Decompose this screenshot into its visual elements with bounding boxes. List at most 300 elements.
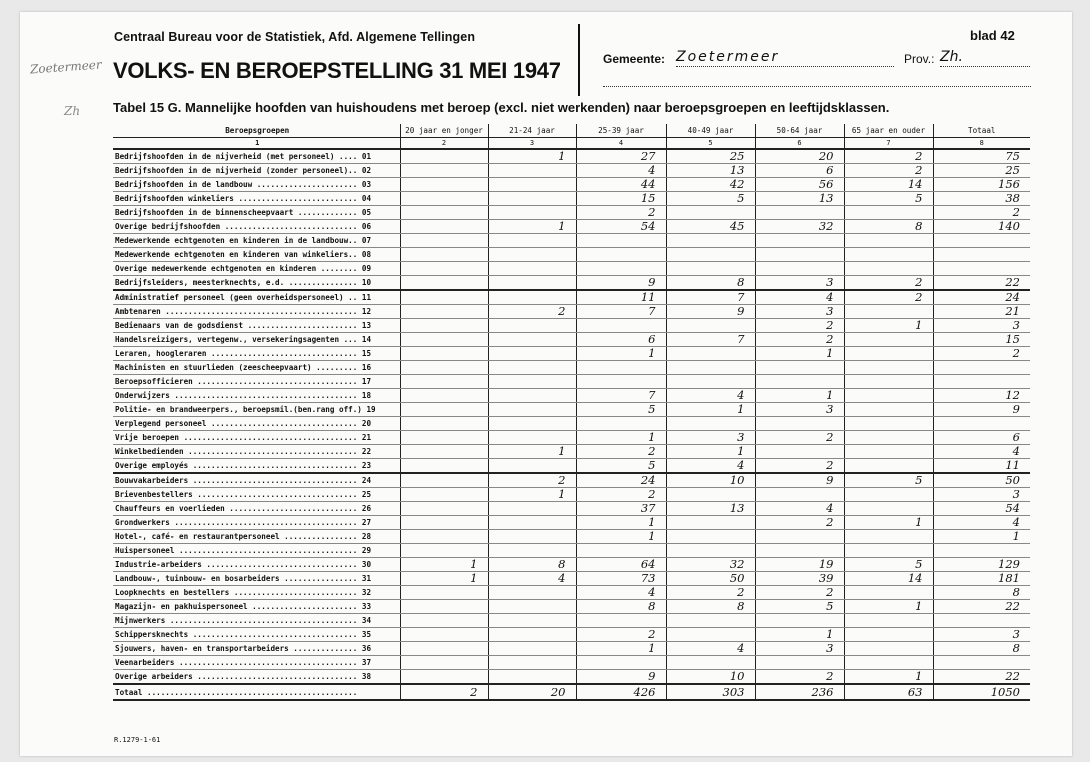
cell-value [666,516,755,530]
cell-value [666,361,755,375]
cell-value [844,333,933,347]
cell-value [576,375,666,389]
cell-value: 54 [933,502,1030,516]
cell-value: 2 [844,149,933,164]
table-row [113,290,1030,305]
cell-value: 1 [488,149,576,164]
total-value: 63 [844,684,933,700]
cell-value: 6 [933,431,1030,445]
cell-value [844,642,933,656]
cell-value [400,220,488,234]
sheet-number: blad 42 [970,28,1015,43]
cell-value: 75 [933,149,1030,164]
cell-value [755,614,844,628]
table-row [113,333,1030,347]
form-code: R.1279-1-61 [114,736,161,744]
cell-value [933,361,1030,375]
cell-value: 54 [576,220,666,234]
cell-value [755,375,844,389]
province-label: Prov.: [904,52,935,66]
data-table [113,124,1030,701]
table-row [113,417,1030,431]
cell-value [488,178,576,192]
cell-value [400,192,488,206]
column-header: 20 jaar en jonger [400,124,488,138]
table-row [113,262,1030,276]
column-header: 21-24 jaar [488,124,576,138]
table-row [113,149,1030,164]
row-label: Overige arbeiders ................................... 38 [113,670,400,685]
cell-value [488,530,576,544]
cell-value: 1 [488,445,576,459]
table-row [113,656,1030,670]
row-label: Mijnwerkers ......................................... 34 [113,614,400,628]
column-header-row [113,124,1030,138]
cell-value: 8 [666,600,755,614]
cell-value: 8 [933,642,1030,656]
cell-value [576,417,666,431]
cell-value: 25 [666,149,755,164]
cell-value: 4 [666,642,755,656]
cell-value: 22 [933,600,1030,614]
cell-value [576,361,666,375]
cell-value [844,305,933,319]
row-label: Industrie-arbeiders ................................. 30 [113,558,400,572]
table-row [113,431,1030,445]
margin-note-municipality: Zoetermeer [29,57,103,77]
cell-value: 42 [666,178,755,192]
row-label: Ambtenaren .......................................... 12 [113,305,400,319]
cell-value [488,431,576,445]
cell-value [666,206,755,220]
cell-value [488,600,576,614]
cell-value: 32 [755,220,844,234]
cell-value: 37 [576,502,666,516]
cell-value: 5 [844,192,933,206]
cell-value: 1 [576,642,666,656]
cell-value: 2 [576,488,666,502]
cell-value [576,656,666,670]
cell-value: 21 [933,305,1030,319]
cell-value [666,262,755,276]
column-number: 8 [933,138,1030,150]
cell-value: 156 [933,178,1030,192]
cell-value [400,361,488,375]
table-row [113,248,1030,262]
cell-value: 3 [666,431,755,445]
cell-value: 2 [576,628,666,642]
cell-value [576,248,666,262]
cell-value [400,586,488,600]
cell-value [755,544,844,558]
row-label: Loopknechts en bestellers ........................... 32 [113,586,400,600]
cell-value: 5 [666,192,755,206]
row-label: Bedrijfshoofden in de landbouw ...................... 03 [113,178,400,192]
cell-value: 3 [755,642,844,656]
cell-value: 7 [576,305,666,319]
table-row [113,642,1030,656]
cell-value [400,642,488,656]
cell-value: 4 [933,445,1030,459]
cell-value [666,530,755,544]
census-title: VOLKS- EN BEROEPSTELLING 31 MEI 1947 [113,58,561,83]
cell-value [400,445,488,459]
cell-value: 44 [576,178,666,192]
row-label: Magazijn- en pakhuispersoneel ....................... 33 [113,600,400,614]
cell-value [488,333,576,347]
cell-value: 24 [576,473,666,488]
cell-value: 9 [666,305,755,319]
cell-value: 1 [666,403,755,417]
cell-value: 11 [933,459,1030,474]
column-number: 5 [666,138,755,150]
row-label: Politie- en brandweerpers., beroepsmil.(ben.rang off.) 19 [113,403,400,417]
table-row [113,614,1030,628]
cell-value: 1 [844,516,933,530]
table-row [113,670,1030,685]
column-header: 40-49 jaar [666,124,755,138]
cell-value: 129 [933,558,1030,572]
cell-value: 4 [755,290,844,305]
cell-value: 10 [666,670,755,685]
cell-value [488,502,576,516]
cell-value: 50 [666,572,755,586]
cell-value [933,248,1030,262]
cell-value [488,248,576,262]
cell-value: 14 [844,178,933,192]
cell-value: 2 [844,276,933,291]
cell-value [400,319,488,333]
cell-value: 2 [755,670,844,685]
cell-value: 8 [844,220,933,234]
cell-value: 15 [576,192,666,206]
cell-value [488,614,576,628]
cell-value: 3 [755,276,844,291]
table-title: Tabel 15 G. Mannelijke hoofden van huishoudens met beroep (excl. niet werkenden) naar beroepsgroepen en leeftijdsklassen. [113,100,890,115]
cell-value [844,389,933,403]
row-label: Overige medewerkende echtgenoten en kinderen ........ 09 [113,262,400,276]
cell-value [488,628,576,642]
cell-value: 1 [488,488,576,502]
gemeente-label: Gemeente: [603,52,666,66]
cell-value [844,586,933,600]
cell-value: 4 [666,459,755,474]
table-row [113,572,1030,586]
cell-value: 3 [755,305,844,319]
row-label: Huispersoneel ....................................... 29 [113,544,400,558]
table-row [113,319,1030,333]
table-row [113,530,1030,544]
cell-value [400,149,488,164]
cell-value: 1 [576,530,666,544]
row-label: Administratief personeel (geen overheidspersoneel) .. 11 [113,290,400,305]
table-row [113,488,1030,502]
cell-value: 8 [666,276,755,291]
cell-value: 1 [576,347,666,361]
cell-value [488,192,576,206]
row-label: Veenarbeiders ....................................... 37 [113,656,400,670]
cell-value: 13 [666,164,755,178]
cell-value: 2 [755,459,844,474]
row-label: Chauffeurs en voerlieden ............................ 26 [113,502,400,516]
cell-value [844,445,933,459]
row-label: Bouwvakarbeiders .................................... 24 [113,473,400,488]
cell-value: 2 [576,206,666,220]
cell-value [400,502,488,516]
cell-value: 1 [844,670,933,685]
table-row [113,459,1030,474]
cell-value [755,234,844,248]
cell-value [844,248,933,262]
cell-value: 9 [755,473,844,488]
cell-value [488,262,576,276]
cell-value [400,516,488,530]
cell-value: 1 [844,319,933,333]
cell-value: 56 [755,178,844,192]
row-label: Bedrijfsleiders, meesterknechts, e.d. ............... 10 [113,276,400,291]
row-label: Sjouwers, haven- en transportarbeiders .............. 36 [113,642,400,656]
table-row [113,628,1030,642]
row-label: Medewerkende echtgenoten en kinderen in de landbouw.. 07 [113,234,400,248]
cell-value [400,262,488,276]
table-row [113,164,1030,178]
row-label: Leraren, hoogleraren ................................ 15 [113,347,400,361]
cell-value: 5 [844,558,933,572]
cell-value [844,502,933,516]
cell-value [488,642,576,656]
cell-value [844,544,933,558]
table-row [113,502,1030,516]
cell-value: 45 [666,220,755,234]
cell-value [755,262,844,276]
row-label: Landbouw-, tuinbouw- en bosarbeiders ................ 31 [113,572,400,586]
cell-value [844,614,933,628]
cell-value [400,530,488,544]
cell-value [666,347,755,361]
cell-value [844,347,933,361]
cell-value: 9 [576,276,666,291]
cell-value: 1 [755,628,844,642]
total-label: Totaal .............................................. [113,684,400,700]
cell-value: 10 [666,473,755,488]
cell-value: 3 [933,488,1030,502]
cell-value [933,262,1030,276]
cell-value [400,473,488,488]
row-label: Schippersknechts .................................... 35 [113,628,400,642]
cell-value: 1 [400,558,488,572]
cell-value [666,234,755,248]
cell-value [400,333,488,347]
table-row [113,347,1030,361]
cell-value [400,656,488,670]
cell-value: 5 [576,459,666,474]
table-row [113,473,1030,488]
row-label: Bedrijfshoofden in de nijverheid (zonder personeel).. 02 [113,164,400,178]
cell-value: 2 [755,431,844,445]
cell-value [400,164,488,178]
table-row [113,375,1030,389]
cell-value: 1 [666,445,755,459]
cell-value [576,544,666,558]
table-row [113,206,1030,220]
cell-value [933,375,1030,389]
cell-value: 9 [576,670,666,685]
cell-value: 4 [666,389,755,403]
cell-value [400,178,488,192]
cell-value [755,530,844,544]
cell-value: 4 [933,516,1030,530]
cell-value [488,586,576,600]
cell-value [666,375,755,389]
cell-value: 8 [933,586,1030,600]
column-number: 3 [488,138,576,150]
cell-value [488,319,576,333]
cell-value [400,431,488,445]
cell-value [488,276,576,291]
cell-value [400,417,488,431]
cell-value: 1 [933,530,1030,544]
cell-value [400,248,488,262]
table-row [113,389,1030,403]
cell-value [488,403,576,417]
cell-value: 6 [755,164,844,178]
cell-value: 8 [576,600,666,614]
cell-value: 19 [755,558,844,572]
cell-value: 2 [488,305,576,319]
cell-value [400,614,488,628]
table-row [113,276,1030,291]
cell-value: 5 [755,600,844,614]
cell-value [666,488,755,502]
cell-value [488,290,576,305]
total-row [113,684,1030,700]
row-label: Vrije beroepen ...................................... 21 [113,431,400,445]
row-label: Grondwerkers ........................................ 27 [113,516,400,530]
cell-value: 2 [666,586,755,600]
cell-value: 25 [933,164,1030,178]
cell-value: 32 [666,558,755,572]
cell-value: 2 [755,516,844,530]
cell-value [844,530,933,544]
cell-value [844,459,933,474]
row-label: Verplegend personeel ................................ 20 [113,417,400,431]
cell-value: 2 [933,206,1030,220]
cell-value [933,544,1030,558]
cell-value [666,628,755,642]
total-value: 1050 [933,684,1030,700]
cell-value [400,290,488,305]
cell-value [400,375,488,389]
row-label: Overige employés .................................... 23 [113,459,400,474]
cell-value [933,656,1030,670]
cell-value: 13 [666,502,755,516]
cell-value [400,276,488,291]
cell-value: 7 [666,290,755,305]
cell-value [400,206,488,220]
cell-value [488,670,576,685]
cell-value: 3 [933,319,1030,333]
column-number: 6 [755,138,844,150]
row-label: Winkelbedienden ..................................... 22 [113,445,400,459]
total-value: 236 [755,684,844,700]
cell-value [400,234,488,248]
cell-value [755,656,844,670]
total-value: 303 [666,684,755,700]
cell-value [844,361,933,375]
cell-value: 15 [933,333,1030,347]
table-row [113,445,1030,459]
table-row [113,305,1030,319]
cell-value: 2 [755,586,844,600]
cell-value: 11 [576,290,666,305]
column-header: Beroepsgroepen [113,124,400,138]
cell-value: 4 [755,502,844,516]
cell-value: 9 [933,403,1030,417]
column-number: 7 [844,138,933,150]
cell-value: 4 [488,572,576,586]
column-number: 2 [400,138,488,150]
row-label: Bedrijfshoofden in de binnenscheepvaart ............. 05 [113,206,400,220]
cell-value: 20 [755,149,844,164]
cell-value: 1 [576,431,666,445]
cell-value: 4 [576,586,666,600]
cell-value: 22 [933,670,1030,685]
cell-value [844,488,933,502]
cell-value: 140 [933,220,1030,234]
cell-value [400,600,488,614]
cell-value: 39 [755,572,844,586]
cell-value [400,305,488,319]
table-row [113,558,1030,572]
row-label: Machinisten en stuurlieden (zeescheepvaart) ......... 16 [113,361,400,375]
header-divider [578,24,580,96]
cell-value [755,361,844,375]
cell-value [400,459,488,474]
cell-value: 2 [488,473,576,488]
cell-value [666,544,755,558]
cell-value [933,614,1030,628]
table-row [113,234,1030,248]
cell-value [755,417,844,431]
cell-value [666,417,755,431]
cell-value [755,445,844,459]
cell-value: 13 [755,192,844,206]
cell-value: 3 [755,403,844,417]
table-row [113,403,1030,417]
cell-value [576,234,666,248]
column-header: 65 jaar en ouder [844,124,933,138]
row-label: Medewerkende echtgenoten en kinderen van winkeliers.. 08 [113,248,400,262]
table-row [113,192,1030,206]
cell-value [576,614,666,628]
cell-value [488,459,576,474]
column-header: Totaal [933,124,1030,138]
cell-value [755,206,844,220]
cell-value: 2 [576,445,666,459]
cell-value [400,544,488,558]
cell-value [755,488,844,502]
column-header: 50-64 jaar [755,124,844,138]
cell-value [488,234,576,248]
cell-value [488,656,576,670]
cell-value [488,164,576,178]
cell-value: 1 [576,516,666,530]
table-row [113,544,1030,558]
total-value: 426 [576,684,666,700]
cell-value: 22 [933,276,1030,291]
cell-value [488,361,576,375]
cell-value [844,262,933,276]
